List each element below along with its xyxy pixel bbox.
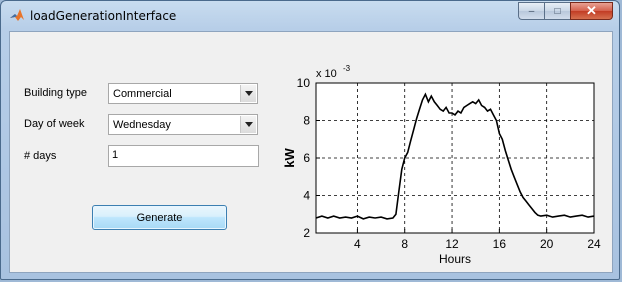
- maximize-icon: □: [554, 5, 561, 17]
- x-axis-label: Hours: [438, 252, 472, 266]
- matlab-logo-icon: [9, 7, 25, 23]
- day-of-week-select[interactable]: [108, 114, 258, 135]
- x-tick-label: 20: [540, 237, 554, 251]
- y-tick-label: 6: [303, 151, 310, 165]
- x-tick-label: 8: [401, 237, 409, 251]
- y-axis-label: kW: [282, 148, 297, 168]
- building-type-select[interactable]: [108, 83, 258, 104]
- x-tick-label: 24: [587, 237, 601, 251]
- y-tick-label: 2: [303, 226, 310, 240]
- x-tick-label: 12: [445, 237, 459, 251]
- y-tick-label: 8: [303, 113, 310, 128]
- x-tick-label: 4: [354, 237, 361, 251]
- days-label: # days: [24, 150, 57, 162]
- minimize-button[interactable]: [518, 2, 544, 20]
- building-type-value: Commercial: [113, 88, 172, 100]
- title-bar[interactable]: [1, 1, 619, 31]
- days-field[interactable]: [108, 145, 259, 167]
- y-exponent-label: -3: [343, 64, 351, 73]
- close-button[interactable]: [570, 2, 613, 20]
- x-tick-label: 16: [492, 237, 507, 251]
- y-tick-label: 4: [303, 188, 310, 203]
- maximize-button[interactable]: [544, 2, 570, 20]
- y-tick-label: 10: [296, 76, 310, 90]
- figure-panel: [9, 31, 613, 273]
- day-of-week-value: Wednesday: [113, 119, 171, 131]
- generate-label: Generate: [136, 211, 183, 224]
- load-chart: [278, 62, 601, 267]
- chevron-down-icon[interactable]: [240, 116, 256, 133]
- close-icon: ✕: [586, 3, 597, 18]
- y-multiplier-label: x 10: [316, 68, 337, 80]
- minimize-icon: –: [528, 5, 535, 17]
- chevron-down-icon[interactable]: [240, 85, 256, 102]
- window-controls: [518, 2, 613, 21]
- window-title: loadGenerationInterface: [30, 9, 177, 23]
- days-input[interactable]: [112, 149, 252, 161]
- building-type-label: Building type: [24, 87, 87, 99]
- generate-button[interactable]: [92, 205, 227, 230]
- day-of-week-label: Day of week: [24, 118, 85, 130]
